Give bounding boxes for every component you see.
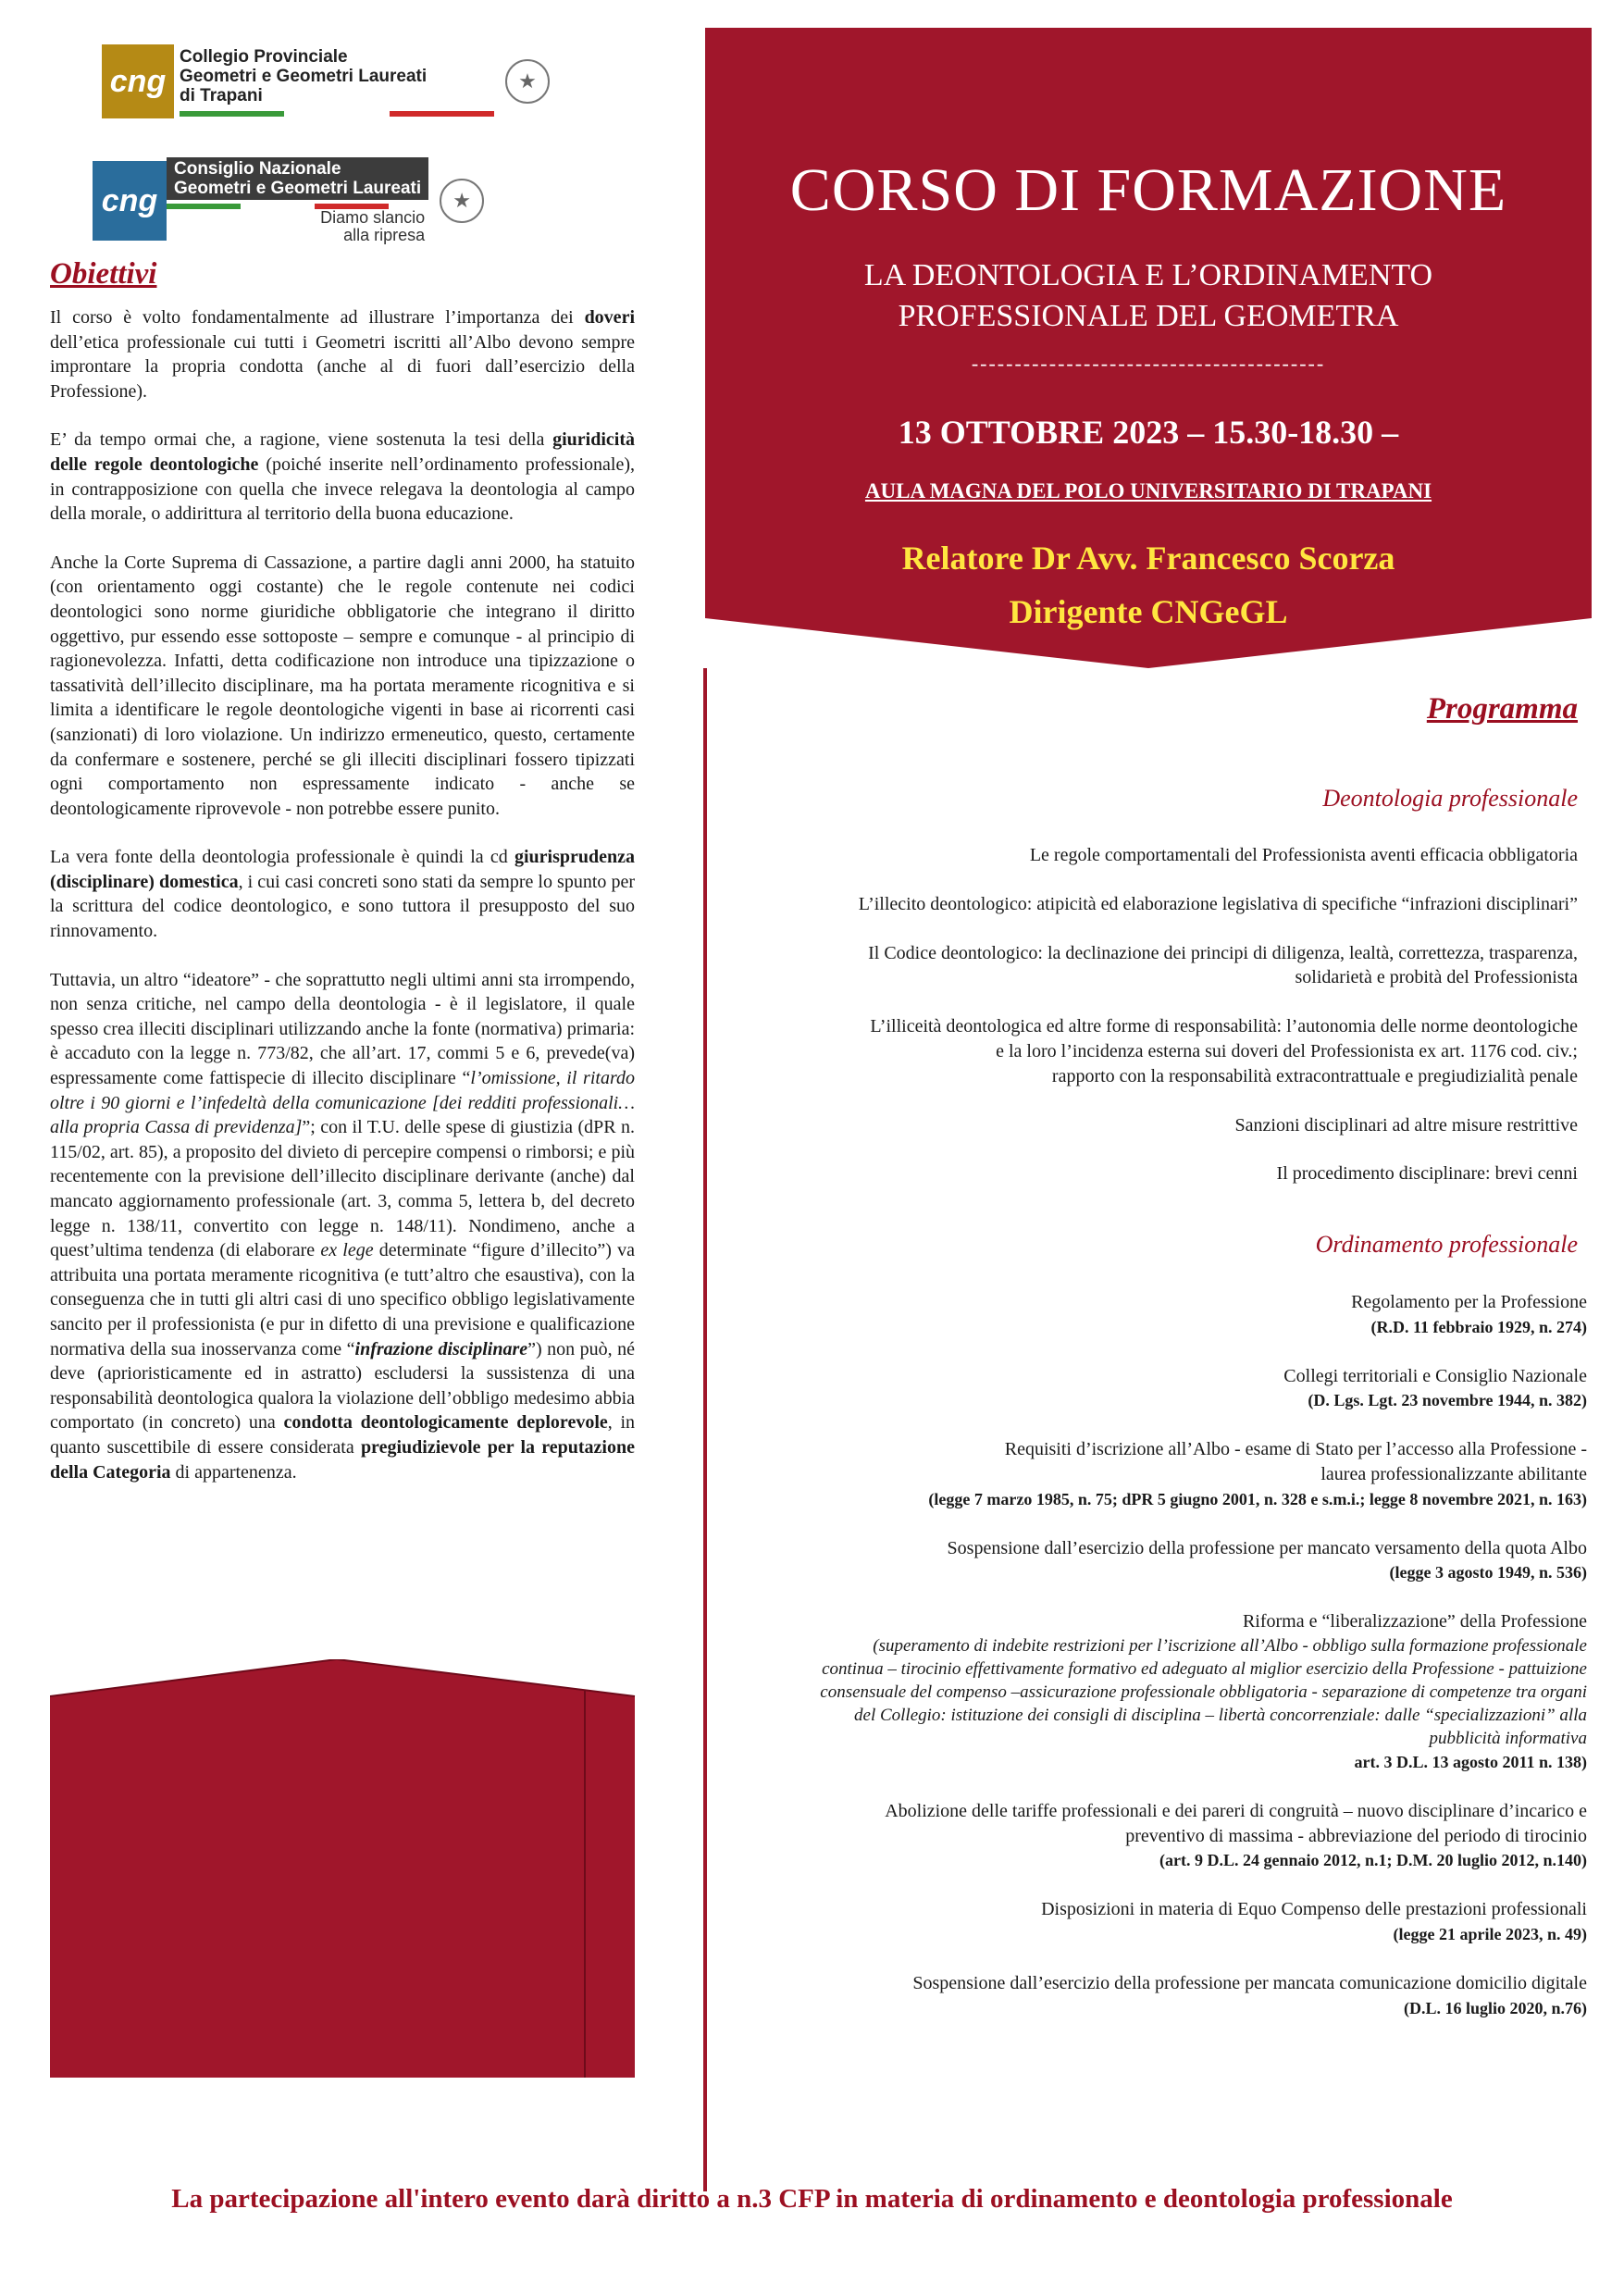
obiettivi-paragraph-4: La vera fonte della deontologia professionale è quindi la cd giurisprudenza (disciplinare) domestica, i cui casi concreti sono stati da sempre lo spunto per la scrittura del codice deontologico, e sono tuttora il presupposto del suo rinnovamento. xyxy=(50,847,635,942)
banner-title: CORSO DI FORMAZIONE xyxy=(789,156,1507,224)
banner-subtitle xyxy=(705,255,1592,337)
obiettivi-paragraph-5: Tuttavia, un altro “ideatore” - che soprattutto negli ultimi anni sta irrompendo, non senza critiche, nel campo della deontologia - è il legislatore, il quale spesso crea illeciti disciplinari utilizzando anche la fonte (normativa) primaria: è accaduto con la legge n. 773/82, che all’art. 17, commi 5 e 6, prevede(va) espressamente come fattispecie di illecito disciplinare “l’omissione, il ritardo oltre i 90 giorni e l’infedeltà della comunicazione [dei redditi professionali…alla propria Cassa di previdenza]”; con il T.U. delle spese di giustizia (dPR n. 115/02, art. 85), a proposito del divieto di percepire compensi o rimborsi; e più recentemente con la previsione dell’illecito disciplinare derivante (anche) dal mancato aggiornamento professionale (art. 3, comma 5, lettera b, del decreto legge n. 138/11, convertito con legge n. 148/11). Nondimeno, anche a quest’ultima tendenza (di elaborare ex lege determinate “figure d’illecito”) va attribuita una portata meramente ricognitiva (e tutt’altro che esaustiva), con la conseguenza che in tutti gli altri casi di uno specifico obbligo legislativamente sancito per il professionista (e pur in difetto di una previsione e qualificazione normativa della sua inosservanza come “infrazione disciplinare”) non può, né deve (aprioristicamente ed in astratto) escludersi la sussistenza di una responsabilità deontologica qualora la violazione dell’obbligo medesimo abbia comportato (in concreto) una condotta deontologicamente deplorevole, in quanto suscettibile di essere considerata pregiudizievole per la reputazione della Categoria di appartenenza. xyxy=(50,969,636,1483)
list-item: Le regole comportamentali del Professionista aventi efficacia obbligatoria xyxy=(1029,845,1578,865)
obiettivi-paragraph-1: Il corso è volto fondamentalmente ad illustrare l’importanza dei doveri dell’etica professionale cui tutti i Geometri iscritti all’Albo devono sempre improntare la propria condotta (anche al di fuori dall’esercizio della Professione). xyxy=(50,307,635,402)
list-item: Sospensione dall’esercizio della professione per mancata comunicazione domicilio digitale (D.L. 16 luglio 2020, n.76) xyxy=(912,1972,1587,2017)
column-divider xyxy=(703,668,707,2191)
deontologia-list xyxy=(859,843,1578,1210)
list-item: Il procedimento disciplinare: brevi cenni xyxy=(1276,1163,1578,1185)
banner-subtitle-line-2: PROFESSIONALE DEL GEOMETRA xyxy=(898,299,1399,333)
banner-subtitle-line-1: LA DEONTOLOGIA E L’ORDINAMENTO xyxy=(863,258,1433,292)
collegio-logo-mark: cng xyxy=(102,44,174,118)
speaker-name: Relatore Dr Avv. Francesco Scorza xyxy=(901,540,1395,577)
collegio-line-3: di Trapani xyxy=(180,85,263,105)
ordinamento-list xyxy=(820,1290,1587,2044)
slogan-line-1: Diamo slancio xyxy=(320,208,426,227)
collegio-line-1: Collegio Provinciale xyxy=(180,46,348,67)
event-date: 13 OTTOBRE 2023 – 15.30-18.30 – xyxy=(898,414,1399,451)
republic-emblem-icon-2: ★ xyxy=(440,179,484,223)
list-item: Sanzioni disciplinari ad altre misure restrittive xyxy=(1234,1114,1578,1136)
slogan-line-2: alla ripresa xyxy=(343,226,426,244)
list-item: Abolizione delle tariffe professionali e dei pareri di congruità – nuovo disciplinare d’incarico e preventivo di massima - abbreviazione del periodo di tirocinio (art. 9 D.L. 24 gennaio 2012, n.1; D.M. 20 luglio 2012, n.140) xyxy=(885,1800,1587,1870)
programma-title: Programma xyxy=(1426,692,1578,726)
collegio-line-2: Geometri e Geometri Laureati xyxy=(180,66,428,86)
ordinamento-heading: Ordinamento professionale xyxy=(1315,1231,1578,1258)
list-item: Riforma e “liberalizzazione” della Professione (superamento di indebite restrizioni per l’iscrizione all’Albo - obbligo sulla formazione professionale continua – tirocinio effettivamente formativo ed adeguato al miglior esercizio della Professione - pattuizione consensuale del compenso –assicurazione professionale obbligatoria - separazione di competenze tra organi del Collegio: istituzione dei consigli di disciplina – libertà concorrenziale: dalle “specializzazioni” alla pubblicità informativa art. 3 D.L. 13 agosto 2011 n. 138) xyxy=(820,1611,1587,1771)
speaker-block xyxy=(705,531,1592,639)
deontologia-heading: Deontologia professionale xyxy=(1322,785,1578,812)
list-item: Collegi territoriali e Consiglio Nazionale (D. Lgs. Lgt. 23 novembre 1944, n. 382) xyxy=(1283,1365,1587,1410)
obiettivi-title: Obiettivi xyxy=(50,257,157,291)
obiettivi-paragraph-2: E’ da tempo ormai che, a ragione, viene sostenuta la tesi della giuridicità delle regole deontologiche (poiché inserite nell’ordinamento professionale), in contrapposizione con quella che invece relegava la deontologia al campo della morale, o addirittura al territorio della buona educazione. xyxy=(50,429,635,525)
list-item: L’illecito deontologico: atipicità ed elaborazione legislativa di specifiche “infrazioni disciplinari” xyxy=(858,893,1578,914)
list-item: Disposizioni in materia di Equo Compenso delle prestazioni professionali (legge 21 aprile 2023, n. 49) xyxy=(1041,1899,1587,1943)
speaker-role: Dirigente CNGeGL xyxy=(1009,593,1288,630)
decorative-block xyxy=(50,1659,642,2085)
list-item: Sospensione dall’esercizio della professione per mancato versamento della quota Albo (legge 3 agosto 1949, n. 536) xyxy=(947,1537,1587,1582)
list-item: Il Codice deontologico: la declinazione dei principi di diligenza, lealtà, correttezza, trasparenza, solidarietà e probità del Professionista xyxy=(868,942,1578,988)
banner-divider: ----------------------------------------- xyxy=(971,352,1326,375)
list-item: Requisiti d’iscrizione all’Albo - esame di Stato per l’accesso alla Professione - laurea professionalizzante abilitante (legge 7 marzo 1985, n. 75; dPR 5 giugno 2001, n. 328 e s.m.i.; legge 8 novembre 2021, n. 163) xyxy=(928,1439,1587,1508)
list-item: Regolamento per la Professione (R.D. 11 febbraio 1929, n. 274) xyxy=(1351,1292,1587,1336)
obiettivi-paragraph-3: Anche la Corte Suprema di Cassazione, a partire dagli anni 2000, ha statuito (con orientamento oggi costante) che le regole contenute nei codici deontologici sono norme giuridiche obbligatorie che integrano il diritto oggettivo, pur essendo esse sottoposte – sempre e comunque - al principio di ragionevolezza. Infatti, detta codificazione non introduce una tipizzazione o tassatività dell’illecito disciplinare, ma ha portata meramente ricognitiva e si limita a identificare le regole deontologiche vigenti in base ai ricorrenti casi (sanzionati) di loro violazione. Un indirizzo ermeneutico, questo, certamente da confermare e sostenere, perché se gli illeciti disciplinari fossero tipizzati ogni comportamento non espressamente indicato - anche se deontologicamente riprovevole - non potrebbe essere punito. xyxy=(50,552,635,819)
consiglio-line-1: Consiglio Nazionale xyxy=(174,159,341,179)
footer-cfp-note: La partecipazione all'intero evento darà diritto a n.3 CFP in materia di ordinamento e deontologia professionale xyxy=(171,2184,1453,2214)
event-venue: AULA MAGNA DEL POLO UNIVERSITARIO DI TRAPANI xyxy=(864,479,1432,503)
consiglio-line-2: Geometri e Geometri Laureati xyxy=(174,179,422,198)
consiglio-logo-mark: cng xyxy=(93,161,167,241)
list-item: L’illiceità deontologica ed altre forme di responsabilità: l’autonomia delle norme deontologiche e la loro l’incidenza esterna sui doveri del Professionista ex art. 1176 cod. civ.; rapporto con la responsabilità extracontrattuale e pregiudizialità penale xyxy=(870,1016,1578,1086)
republic-emblem-icon: ★ xyxy=(505,59,550,104)
